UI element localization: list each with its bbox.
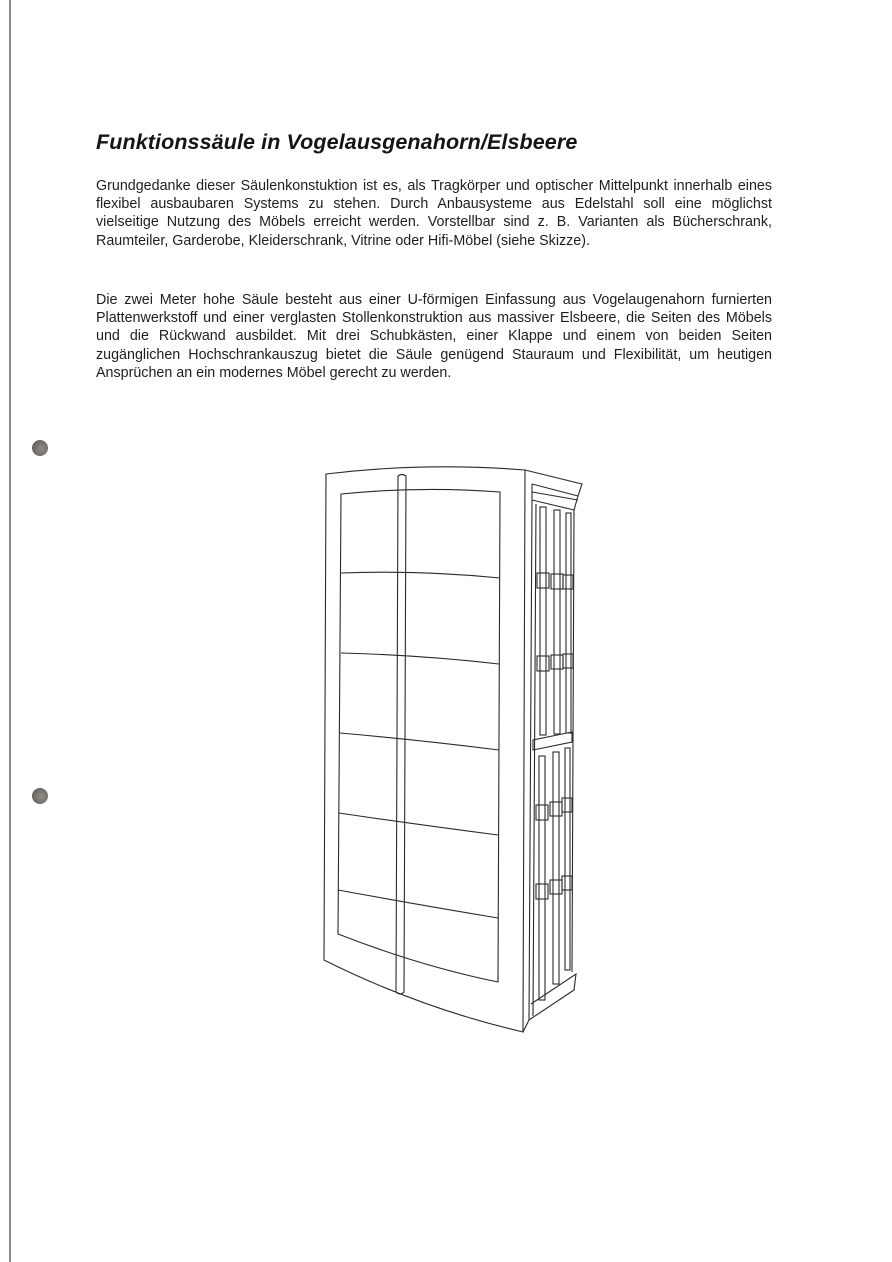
furniture-sketch-drawing: [310, 460, 600, 1040]
furniture-sketch: [310, 460, 600, 1040]
panel-line: [338, 890, 498, 918]
paragraph-concept: Grundgedanke dieser Säulenkonstuktion ist es, als Tragkörper und optischer Mittelpunkt innerhalb eines flexibel ausbaubaren Systems zu stehen. Durch Anbausysteme aus Edelstahl soll eine möglichst vielseitige Nutzung des Möbels erreicht werden. Vorstellbar sind z. B. Varianten als Bücherschrank, Raumteiler, Garderobe, Kleiderschrank, Vitrine oder Hifi-Möbel (siehe Skizze).: [96, 178, 772, 249]
hole-punch: [32, 440, 48, 456]
panel-line: [339, 813, 498, 835]
paragraph-construction: Die zwei Meter hohe Säule besteht aus einer U-förmigen Einfassung aus Vogelaugenahorn furnierten Plattenwerkstoff und einer verglasten Stollenkonstruktion aus massiver Elsbeere, die Seiten des Möbels und die Rückwand ausbildet. Mit drei Schubkästen, einer Klappe und einem von beiden Seiten zugänglichen Hochschrankauszug bietet die Säule genügend Stauraum und Flexibilität, um heutigen Ansprüchen an ein modernes Möbel gerecht zu werden.: [96, 292, 772, 381]
side-cornice-lower: [532, 484, 578, 510]
panel-line: [340, 733, 499, 750]
document-title: Funktionssäule in Vogelausgenahorn/Elsbeere: [96, 130, 578, 154]
front-frame-inner: [338, 489, 500, 982]
panel-line: [341, 572, 500, 578]
page-edge-line: [9, 0, 11, 1262]
hole-punch: [32, 788, 48, 804]
side-middle-rail: [533, 732, 572, 750]
panel-line: [341, 653, 499, 664]
handle-bar: [396, 475, 406, 995]
